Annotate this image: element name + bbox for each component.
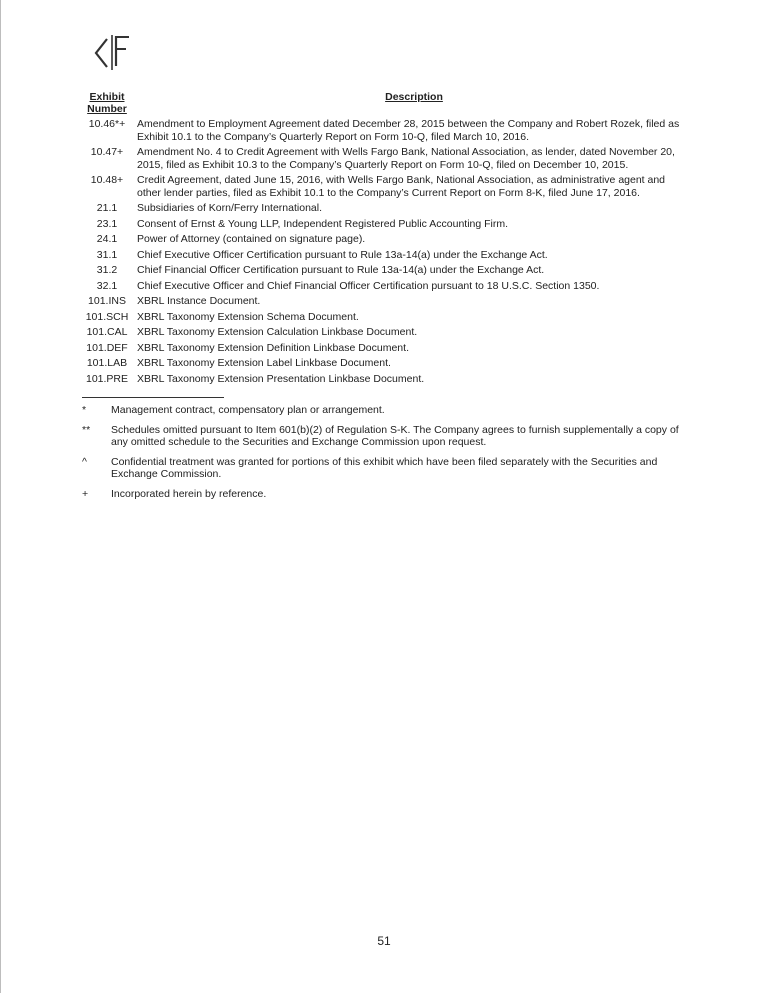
exhibit-number: 10.47+: [90, 146, 124, 158]
table-row: [79, 174, 691, 202]
exhibit-description: XBRL Taxonomy Extension Label Linkbase Document.: [137, 357, 391, 369]
exhibit-description: Consent of Ernst & Young LLP, Independent Registered Public Accounting Firm.: [137, 217, 509, 230]
exhibit-description: XBRL Instance Document.: [137, 295, 261, 307]
footnotes: [80, 404, 690, 507]
exhibit-description: Chief Executive Officer Certification pursuant to Rule 13a-14(a) under the Exchange Act.: [137, 248, 548, 261]
exhibit-description: Chief Financial Officer Certification pursuant to Rule 13a-14(a) under the Exchange Act.: [137, 264, 545, 276]
exhibit-description: XBRL Taxonomy Extension Definition Linkbase Document.: [137, 341, 409, 354]
footnote-text: Confidential treatment was granted for portions of this exhibit which have been filed separately with the Securities and Exchange Commission.: [111, 455, 658, 480]
exhibit-number-header: [79, 91, 135, 118]
exhibit-number: 32.1: [96, 279, 118, 292]
footnote-mark: ^: [82, 455, 87, 468]
footnote-text: Incorporated herein by reference.: [111, 487, 267, 500]
footnote: [80, 488, 690, 501]
korn-ferry-logo-icon: [88, 32, 136, 72]
exhibit-header-label: Exhibit: [89, 91, 125, 103]
footnote: [80, 456, 690, 481]
footnote-text: Management contract, compensatory plan or arrangement.: [111, 404, 385, 416]
exhibit-number: 31.1: [96, 248, 118, 261]
table-row: [79, 146, 691, 174]
exhibit-description: Amendment No. 4 to Credit Agreement with Wells Fargo Bank, National Association, as lender, dated November 20, 2015, filed as Exhibit 10.3 to the Company’s Quarterly Report on Form 10-Q, filed on December 10, 2015.: [137, 146, 675, 171]
exhibit-description: Chief Executive Officer and Chief Financial Officer Certification pursuant to 18 U.S.C. Section 1350.: [137, 279, 600, 292]
table-row: [79, 373, 691, 389]
table-row: [79, 218, 691, 234]
exhibit-number: 101.DEF: [86, 341, 128, 354]
exhibit-table-header: [79, 91, 691, 118]
exhibit-number: 101.LAB: [86, 357, 128, 369]
page-edge: [0, 0, 1, 993]
footnote-mark: **: [82, 423, 91, 436]
table-row: [79, 202, 691, 218]
exhibit-description: Credit Agreement, dated June 15, 2016, with Wells Fargo Bank, National Association, as administrative agent and other lender parties, filed as Exhibit 10.1 to the Company’s Current Report on Form 8-K, filed June 17, 2016.: [137, 174, 666, 199]
table-row: [79, 249, 691, 265]
footnote: [80, 404, 690, 417]
footnote-text: Schedules omitted pursuant to Item 601(b)(2) of Regulation S-K. The Company agrees to furnish supplementally a copy of any omitted schedule to the Securities and Exchange Commission upon request.: [111, 423, 679, 448]
table-row: [79, 264, 691, 280]
exhibit-number: 31.2: [96, 264, 118, 276]
exhibit-description: XBRL Taxonomy Extension Schema Document.: [137, 310, 359, 323]
exhibit-number: 101.CAL: [86, 326, 128, 338]
exhibit-description: XBRL Taxonomy Extension Presentation Linkbase Document.: [137, 372, 425, 385]
table-row: [79, 118, 691, 146]
table-row: [79, 311, 691, 327]
exhibit-description: XBRL Taxonomy Extension Calculation Linkbase Document.: [137, 326, 418, 338]
footnote-mark: +: [82, 487, 89, 500]
exhibit-number: 10.48+: [90, 174, 124, 186]
footnote: [80, 424, 690, 449]
exhibit-number: 101.INS: [88, 295, 126, 307]
table-row: [79, 326, 691, 342]
exhibit-number: 101.PRE: [85, 372, 129, 385]
exhibit-number: 23.1: [96, 217, 118, 230]
footnote-divider: [82, 397, 224, 398]
exhibit-rows: [79, 118, 691, 388]
description-header: Description: [385, 91, 443, 103]
exhibit-number: 10.46*+: [88, 118, 126, 130]
exhibit-description: Power of Attorney (contained on signature page).: [137, 233, 366, 245]
table-row: [79, 342, 691, 358]
exhibit-table: [79, 91, 691, 388]
exhibit-number: 101.SCH: [85, 310, 129, 323]
exhibit-description: Subsidiaries of Korn/Ferry International.: [137, 202, 323, 214]
table-row: [79, 295, 691, 311]
table-row: [79, 233, 691, 249]
exhibit-number: 24.1: [96, 233, 118, 245]
page-number: 51: [377, 934, 391, 948]
table-row: [79, 357, 691, 373]
number-header-label: Number: [87, 103, 127, 115]
footnote-mark: *: [82, 404, 87, 416]
exhibit-number: 21.1: [96, 202, 118, 214]
table-row: [79, 280, 691, 296]
exhibit-description: Amendment to Employment Agreement dated December 28, 2015 between the Company and Robert Rozek, filed as Exhibit 10.1 to the Company’s Quarterly Report on Form 10-Q, filed March 10, 2016.: [137, 118, 680, 143]
